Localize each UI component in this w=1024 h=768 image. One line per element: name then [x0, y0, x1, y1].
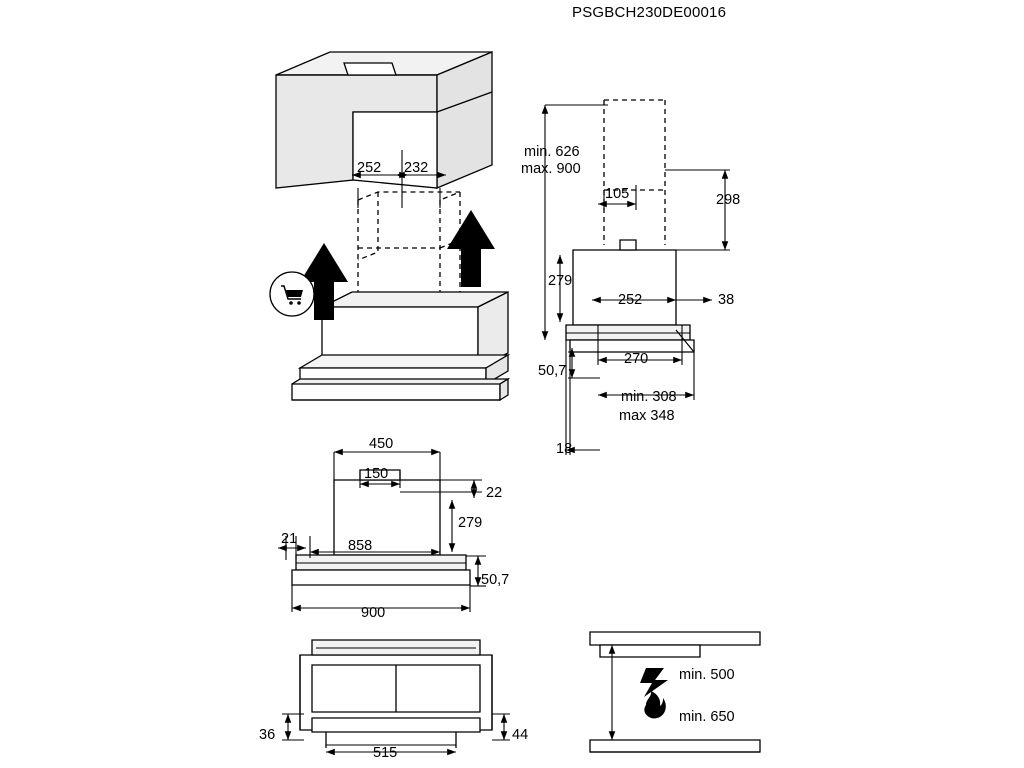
side-dim-18: 18 [556, 441, 573, 457]
iso-duct [358, 192, 460, 300]
side-dim-252: 252 [618, 292, 643, 308]
bottom-dim-44: 44 [512, 727, 529, 743]
side-dim-298: 298 [716, 192, 741, 208]
side-view [566, 100, 694, 352]
front-dim-858: 858 [348, 538, 373, 554]
front-dim-450: 450 [369, 436, 394, 452]
side-dim-279: 279 [548, 273, 573, 289]
bottom-view [300, 640, 492, 748]
side-dim-min-height: min. 626 [524, 144, 580, 160]
front-dim-50-7: 50,7 [481, 572, 510, 588]
shopping-trolley-icon [270, 272, 314, 316]
iso-dim-232: 232 [404, 160, 429, 176]
clearance-gas-label: min. 650 [679, 709, 735, 725]
side-dim-105: 105 [605, 186, 630, 202]
front-dim-21: 21 [281, 531, 298, 547]
bottom-dim-36: 36 [259, 727, 276, 743]
side-dim-max-depth: max 348 [619, 408, 675, 424]
iso-dim-252: 252 [357, 160, 382, 176]
side-dim-270: 270 [624, 351, 649, 367]
clearance-view-geometry [590, 632, 760, 752]
clearance-icons [640, 668, 668, 718]
document-code: PSGBCH230DE00016 [572, 4, 727, 21]
front-view [292, 470, 470, 585]
clearance-electric-label: min. 500 [679, 667, 735, 683]
side-dim-50-7: 50,7 [538, 363, 567, 379]
front-dim-150: 150 [364, 466, 389, 482]
bottom-dim-515: 515 [373, 745, 398, 761]
iso-cabinet [276, 52, 492, 188]
side-dim-min-depth: min. 308 [621, 389, 677, 405]
front-dim-900: 900 [361, 605, 386, 621]
side-dim-38: 38 [718, 292, 735, 308]
front-dim-279: 279 [458, 515, 483, 531]
side-dim-max-height: max. 900 [521, 161, 581, 177]
front-dim-22: 22 [486, 485, 503, 501]
